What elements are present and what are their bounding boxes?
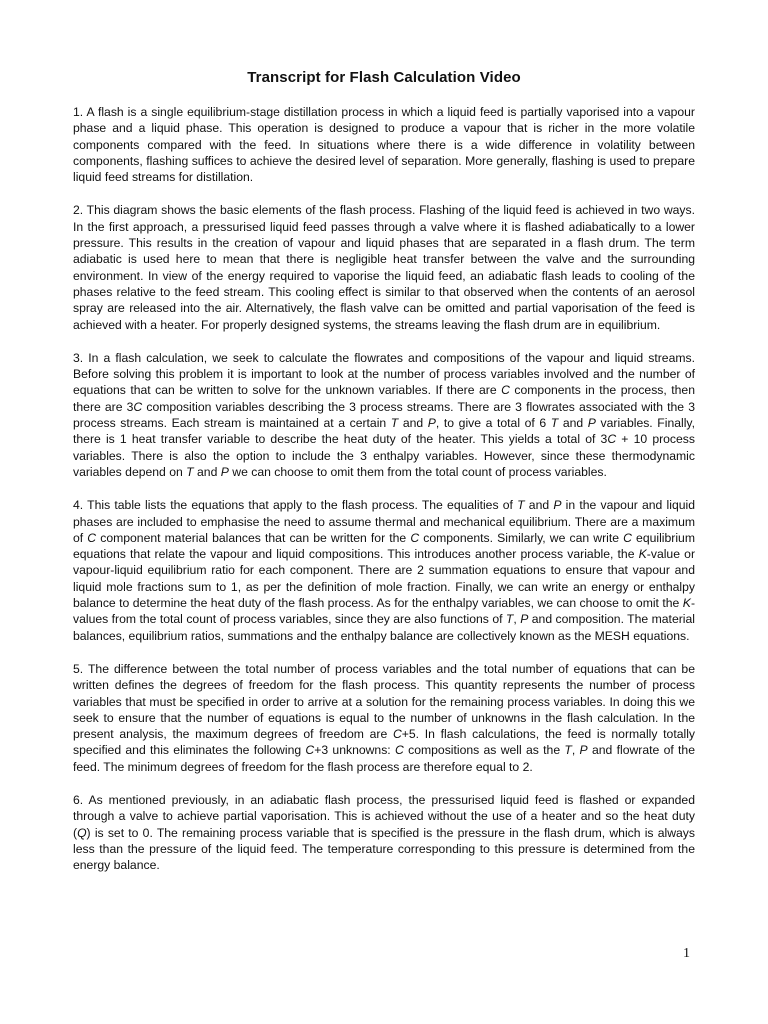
paragraph-text: 6. As mentioned previously, in an adiabatic flash process, the pressurised liquid feed is flashed or expanded through a valve to achieve partial vaporisation. This is achieved without the use of a heater and so the heat duty ( (73, 792, 695, 840)
variable-symbol: C (133, 399, 143, 414)
paragraph-4 (73, 497, 695, 644)
variable-symbol: T (550, 416, 559, 431)
paragraph-text: components. Similarly, we can write (419, 530, 624, 545)
paragraph-text: in the vapour and liquid phases are included to emphasise the need to assume thermal and mechanical equilibrium. There are a maximum of (73, 498, 695, 545)
variable-symbol: P (579, 743, 588, 758)
paragraph-text: compositions as well as the (403, 743, 565, 758)
variable-symbol: C (87, 530, 97, 545)
document-title: Transcript for Flash Calculation Video (247, 69, 521, 86)
variable-symbol: C (501, 383, 510, 398)
variable-symbol: T (186, 464, 194, 479)
paragraph-text: and composition. The material balances, equilibrium ratios, summations and the enthalpy balance are collectively known as the MESH equations. (73, 612, 695, 643)
paragraph-text: and (193, 464, 221, 479)
paragraph-text: component material balances that can be written for the (96, 530, 411, 545)
paragraph-text: 1. A flash is a single equilibrium-stage distillation process in which a liquid feed is partially vaporised into a vapour phase and a liquid phase. This operation is designed to produce a vapour that is richer in the more volatile components compared with the feed. In situations where there is a wide difference in volatility between components, flashing suffices to achieve the desired level of separation. More generally, flashing is used to prepare liquid feed streams for distillation. (73, 105, 695, 185)
paragraph-text: and (558, 416, 588, 431)
paragraph-text: ) is set to 0. The remaining process variable that is specified is the pressure in the flash drum, which is always less than the pressure of the liquid feed. The temperature corresponding to this pressure is determined from the energy balance. (73, 825, 695, 873)
paragraph-text: +3 unknowns: (314, 743, 395, 758)
paragraph-1 (73, 104, 695, 185)
paragraph-text: 5. The difference between the total number of process variables and the total number of equations that can be written defines the degrees of freedom for the flash process. This quantity represents the number of process variables that must be specified in order to arrive at a solution for the remaining process variables. In doing this we seek to ensure that the number of equations is equal to the number of unknowns in the flash calculation. In the present analysis, the maximum degrees of freedom are (73, 661, 695, 742)
paragraph-2 (73, 202, 695, 332)
paragraph-3 (73, 350, 695, 480)
paragraph-text: + 10 process variables. There is also the option to include the 3 enthalpy variables. However, since these thermodynamic variables depend on (73, 432, 695, 479)
paragraph-text: , (513, 612, 521, 627)
paragraph-text: -value or vapour-liquid equilibrium ratio for each component. There are 2 summation equations to ensure that vapour and liquid mole fractions sum to 1, as per the definition of mole fraction. Finally, we can write an energy or enthalpy balance to determine the heat duty of the flash process. As for the enthalpy variables, we can choose to omit the (73, 547, 696, 611)
variable-symbol: C (607, 432, 617, 447)
variable-symbol: Q (77, 825, 87, 840)
variable-symbol: T (564, 743, 572, 758)
paragraph-text: , (571, 743, 580, 758)
variable-symbol: P (427, 416, 436, 431)
paragraph-text: equilibrium equations that relate the vapour and liquid compositions. This introduces another process variable, the (73, 530, 695, 562)
variable-symbol: P (553, 498, 562, 513)
paragraph-text: +5. In flash calculations, the feed is normally totally specified and this eliminates the following (73, 727, 695, 758)
paragraph-text: components in the process, then there are 3 (73, 383, 695, 414)
paragraph-text: we can choose to omit them from the total count of process variables. (228, 464, 607, 479)
paragraph-6 (73, 792, 695, 873)
paragraph-text: and (398, 416, 428, 431)
variable-symbol: T (517, 498, 525, 513)
variable-symbol: C (395, 743, 404, 758)
document-body (73, 104, 695, 890)
variable-symbol: C (623, 530, 632, 545)
variable-symbol: T (390, 416, 399, 431)
paragraph-text: -values from the total count of process variables, since they are also functions of (73, 596, 695, 627)
paragraph-text: and (524, 498, 554, 513)
page-number: 1 (683, 946, 690, 961)
variable-symbol: T (505, 612, 514, 627)
variable-symbol: P (587, 416, 596, 431)
paragraph-text: and flowrate of the feed. The minimum degrees of freedom for the flash process are therefore equal to 2. (73, 743, 695, 774)
variable-symbol: K (682, 596, 691, 611)
paragraph-text: , to give a total of 6 (435, 416, 551, 431)
variable-symbol: C (410, 530, 420, 545)
paragraph-text: composition variables describing the 3 process streams. There are 3 flowrates associated with the 3 process streams. Each stream is maintained at a certain (73, 399, 695, 431)
paragraph-text: 3. In a flash calculation, we seek to calculate the flowrates and compositions of the vapour and liquid streams. Before solving this problem it is important to look at the number of process variables involved and the number of equations that can be written to solve for the unknown variables. If there are (73, 350, 695, 398)
variable-symbol: C (392, 727, 402, 742)
paragraph-text: 2. This diagram shows the basic elements of the flash process. Flashing of the liquid feed is achieved in two ways. In the first approach, a pressurised liquid feed passes through a valve where it is flashed adiabatically to a lower pressure. This results in the creation of vapour and liquid phases that are separated in a flash drum. The term adiabatic is used here to mean that there is negligible heat transfer between the valve and the surrounding environment. In view of the energy required to vaporise the liquid feed, an adiabatic flash leads to cooling of the phases relative to the feed stream. This cooling effect is similar to that observed when the contents of an aerosol spray are released into the air. Alternatively, the flash valve can be omitted and partial vaporisation of the feed is achieved with a heater. For properly designed systems, the streams leaving the flash drum are in equilibrium. (73, 203, 695, 332)
variable-symbol: K (638, 547, 647, 562)
paragraph-text: 4. This table lists the equations that apply to the flash process. The equalities of (73, 498, 518, 513)
variable-symbol: P (220, 464, 229, 479)
paragraph-text: variables. Finally, there is 1 heat transfer variable to describe the heat duty of the heater. This yields a total of 3 (73, 416, 695, 447)
variable-symbol: C (305, 743, 315, 758)
paragraph-5 (73, 661, 695, 775)
variable-symbol: P (520, 612, 529, 627)
